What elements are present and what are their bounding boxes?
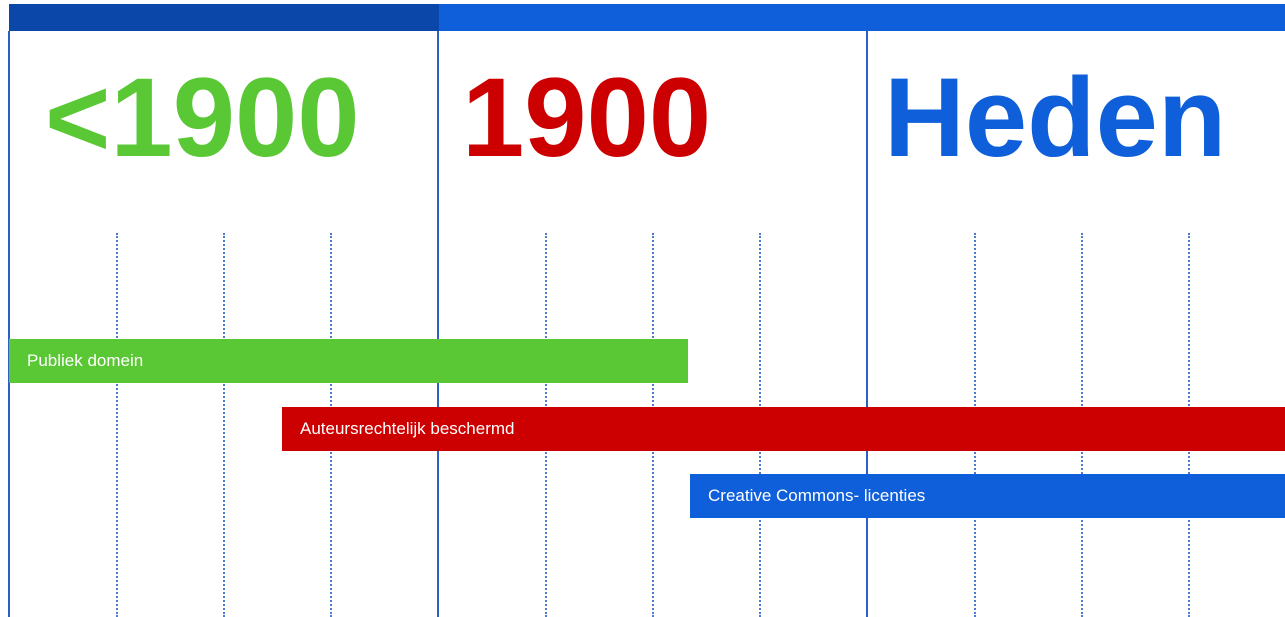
- period-divider-heden: [866, 31, 868, 617]
- bar-label: Auteursrechtelijk beschermd: [300, 419, 515, 438]
- era-label-heden: Heden: [884, 55, 1227, 180]
- era-label-pre-1900: <1900: [45, 55, 360, 180]
- bar-creative-commons: [690, 474, 1285, 518]
- grid-dotted-line: [223, 233, 225, 617]
- header-band-right: [439, 4, 1285, 31]
- era-label-1900: 1900: [462, 55, 712, 180]
- bar-auteursrechtelijk-beschermd: [282, 407, 1285, 451]
- bar-label: Publiek domein: [27, 351, 144, 370]
- period-divider-left: [8, 31, 10, 617]
- header-band-left: [9, 4, 439, 31]
- bar-publiek-domein: [9, 339, 688, 383]
- period-divider-1900: [437, 31, 439, 617]
- bar-label: Creative Commons- licenties: [708, 486, 926, 505]
- grid-dotted-line: [116, 233, 118, 617]
